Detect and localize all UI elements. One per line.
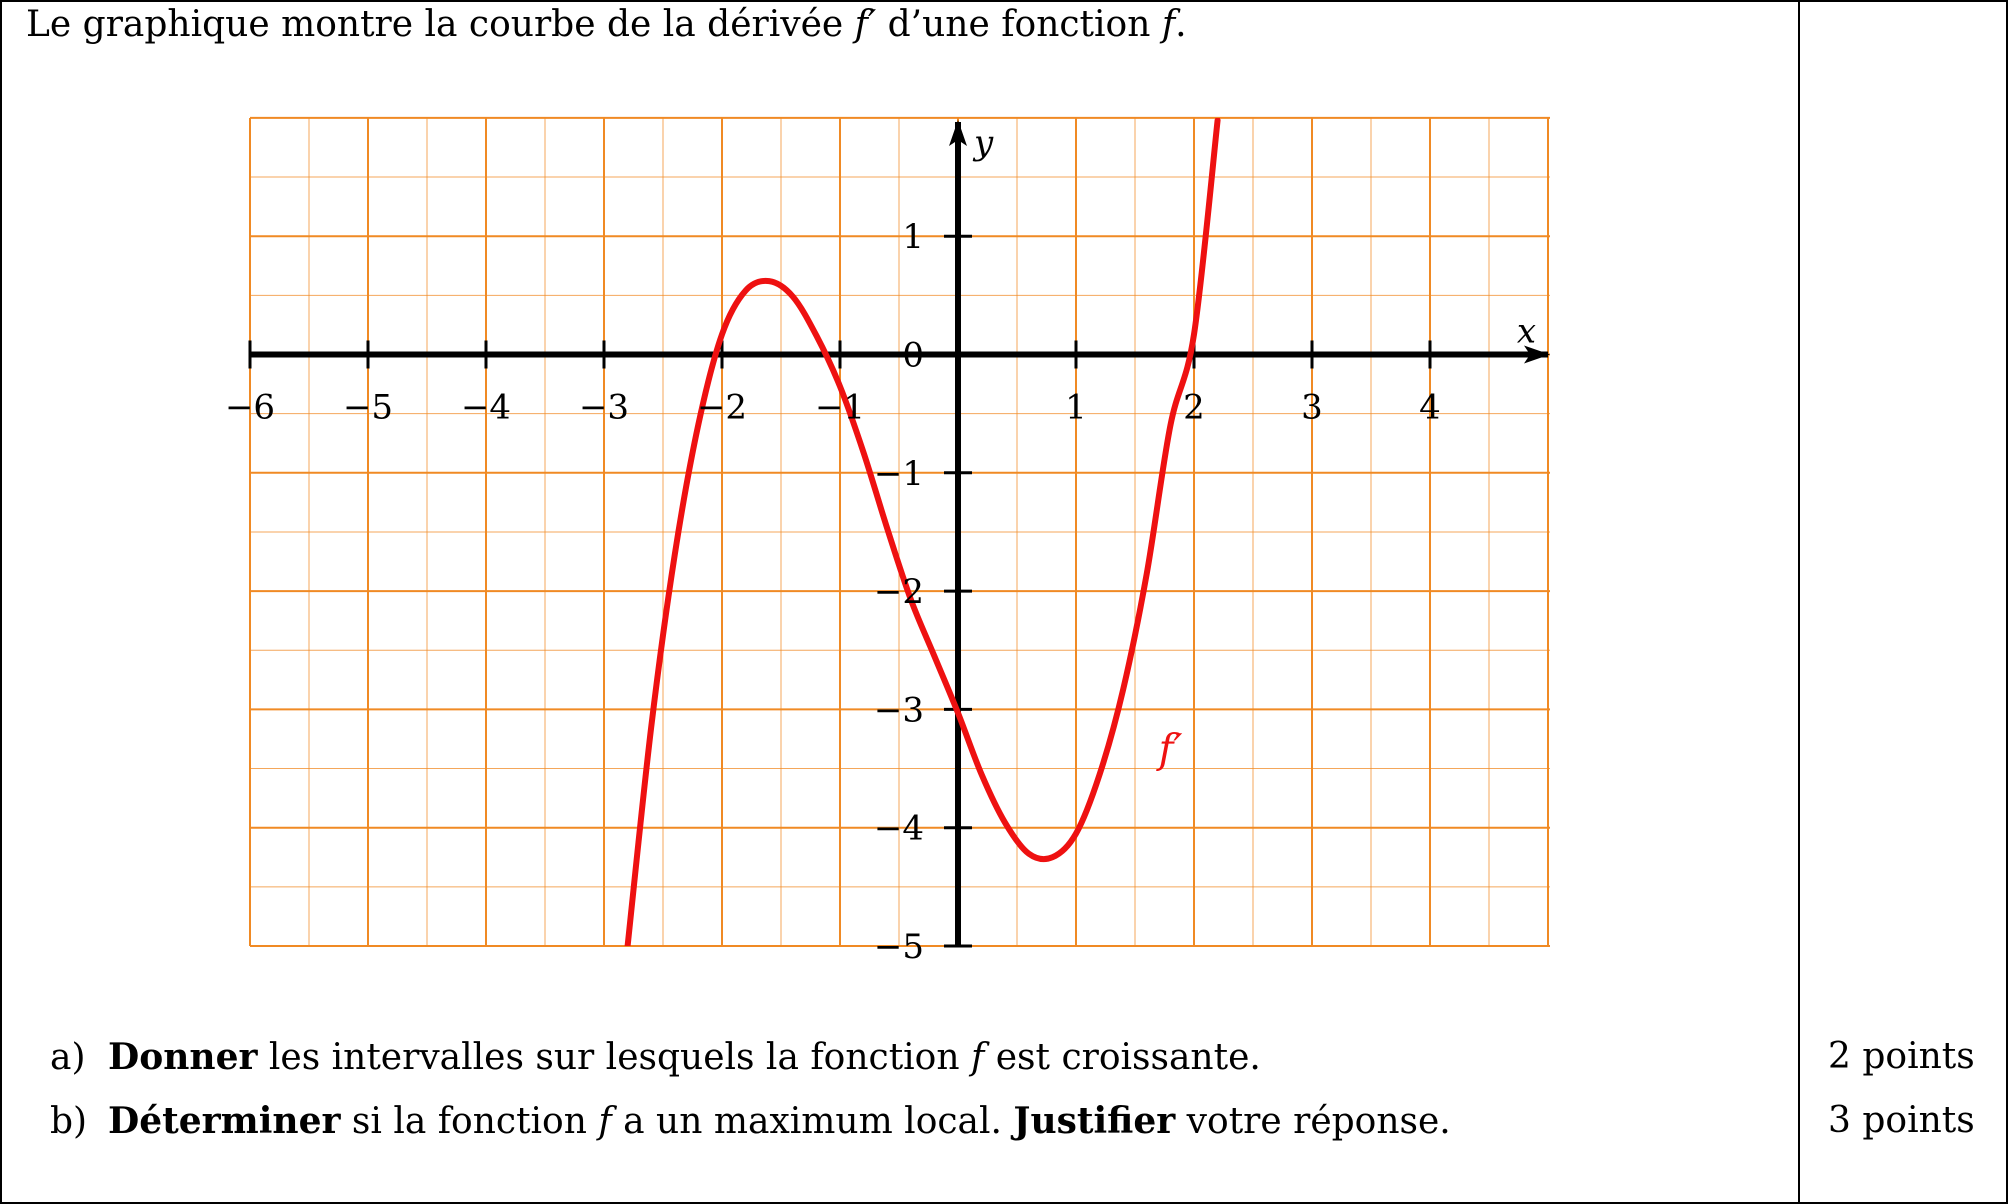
question-a-text2: est croissante. <box>984 1037 1261 1078</box>
question-a-letter: a) <box>50 1037 86 1078</box>
intro-f: f <box>1161 4 1176 45</box>
question-a-points: 2 points <box>1828 1036 1975 1077</box>
intro-part1: Le graphique montre la courbe de la dérivée <box>26 4 855 45</box>
x-tick-label: −3 <box>578 387 630 428</box>
intro-fprime: f′ <box>854 4 877 45</box>
y-tick-label: −5 <box>873 927 924 967</box>
curve-label: f′ <box>1158 726 1183 773</box>
x-tick-label: −6 <box>224 387 276 428</box>
question-b <box>50 1100 1451 1142</box>
question-b-text3: votre réponse. <box>1175 1101 1451 1142</box>
question-b-letter: b) <box>50 1101 88 1142</box>
y-axis-label: y <box>974 123 994 163</box>
x-tick-label: −5 <box>342 387 394 428</box>
question-b-verb2: Justifier <box>1013 1100 1176 1142</box>
y-tick-label: 1 <box>902 217 924 258</box>
question-b-var: f <box>598 1101 612 1142</box>
y-tick-label: −3 <box>873 690 924 731</box>
question-b-text2: a un maximum local. <box>611 1101 1014 1142</box>
question-b-verb: Déterminer <box>108 1100 341 1142</box>
x-tick-label: 3 <box>1301 387 1323 428</box>
question-b-points: 3 points <box>1828 1100 1975 1141</box>
question-a <box>50 1036 1261 1078</box>
x-tick-label: 2 <box>1183 387 1205 428</box>
x-tick-label: −2 <box>696 387 748 428</box>
x-tick-label: −4 <box>460 387 512 428</box>
x-axis-label: x <box>1516 311 1536 352</box>
intro-part2: d’une fonction <box>876 4 1162 45</box>
question-a-var: f <box>970 1037 985 1078</box>
question-a-verb: Donner <box>108 1036 258 1078</box>
x-tick-label: −1 <box>814 387 866 428</box>
question-b-text1: si la fonction <box>340 1101 599 1142</box>
y-tick-label: −1 <box>873 453 924 494</box>
x-tick-label: 1 <box>1065 387 1087 428</box>
question-a-text1: les intervalles sur lesquels la fonction <box>257 1037 971 1078</box>
y-tick-label: −2 <box>873 572 924 613</box>
origin-label: 0 <box>902 335 924 376</box>
y-tick-label: −4 <box>873 808 924 849</box>
intro-part3: . <box>1175 4 1187 45</box>
x-tick-label: 4 <box>1419 387 1441 428</box>
